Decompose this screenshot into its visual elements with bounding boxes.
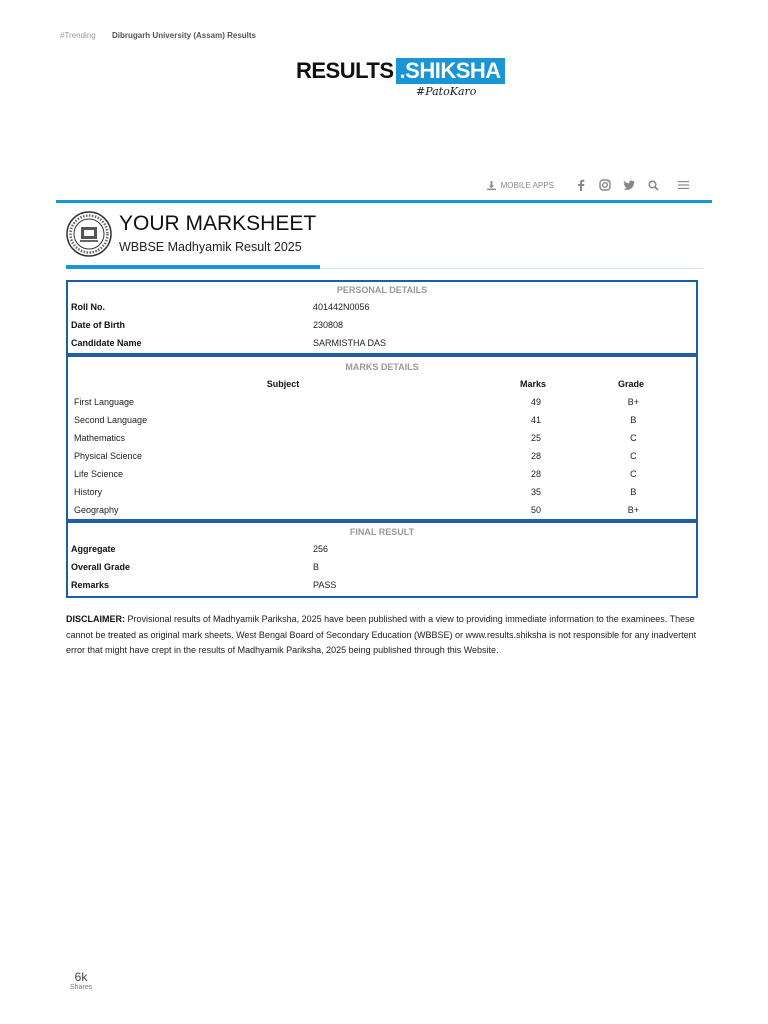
page-title: YOUR MARKSHEET: [119, 212, 317, 235]
marks-cell: 28: [531, 451, 542, 461]
subject-cell: Physical Science: [74, 451, 143, 461]
board-seal-logo: [66, 211, 112, 257]
twitter-icon[interactable]: [622, 178, 636, 192]
table-row: [68, 393, 696, 411]
marks-cell: 50: [531, 505, 542, 515]
table-row: [68, 447, 696, 465]
subject-cell: History: [74, 487, 103, 497]
disclaimer: [66, 612, 706, 659]
table-row: [68, 483, 696, 501]
result-label: Aggregate: [71, 544, 116, 554]
trending-link[interactable]: Dibrugarh University (Assam) Results: [111, 31, 257, 40]
disclaimer-label: DISCLAIMER:: [66, 614, 125, 624]
title-underline-accent: [66, 265, 320, 269]
result-row: [68, 558, 696, 576]
mobile-apps-label: MOBILE APPS: [500, 180, 554, 190]
grade-cell: C: [630, 469, 637, 479]
table-row: [68, 429, 696, 447]
detail-value: SARMISTHA DAS: [313, 338, 387, 348]
mobile-apps-link[interactable]: [485, 178, 554, 192]
table-row: [68, 501, 696, 519]
marks-cell: 35: [531, 487, 542, 497]
share-counter[interactable]: [62, 970, 100, 991]
detail-label: Roll No.: [71, 302, 105, 312]
marks-details-heading: MARKS DETAILS: [345, 362, 419, 372]
download-icon: [485, 178, 499, 192]
detail-label: Candidate Name: [71, 338, 142, 348]
marks-table-header: [68, 375, 696, 393]
logo-part-results: RESULTS: [296, 58, 394, 83]
marks-cell: 25: [531, 433, 542, 443]
detail-row: [68, 298, 696, 316]
column-header-subject: Subject: [266, 379, 300, 389]
column-header-grade: Grade: [617, 379, 644, 389]
grade-cell: B: [630, 487, 637, 497]
grade-cell: B: [630, 415, 637, 425]
grade-cell: C: [630, 451, 637, 461]
result-value: PASS: [313, 580, 337, 590]
detail-row: [68, 334, 696, 352]
menu-icon[interactable]: [676, 178, 690, 192]
logo-part-shiksha: .SHIKSHA: [396, 58, 505, 84]
result-label: Overall Grade: [71, 562, 131, 572]
instagram-icon[interactable]: [598, 178, 612, 192]
final-result-section: [66, 521, 698, 598]
subject-cell: First Language: [74, 397, 135, 407]
subject-cell: Life Science: [74, 469, 124, 479]
header-divider: [56, 200, 712, 203]
result-label: Remarks: [71, 580, 110, 590]
result-value: B: [313, 562, 320, 572]
detail-row: [68, 316, 696, 334]
subject-cell: Mathematics: [74, 433, 126, 443]
trending-bar: [60, 31, 256, 40]
marks-cell: 49: [531, 397, 542, 407]
page-subtitle: WBBSE Madhyamik Result 2025: [119, 240, 302, 254]
result-row: [68, 540, 696, 558]
personal-details-heading: PERSONAL DETAILS: [336, 285, 428, 295]
logo-tagline: #PatoKaro: [416, 85, 477, 98]
marks-cell: 28: [531, 469, 542, 479]
result-value: 256: [313, 544, 329, 554]
facebook-icon[interactable]: [574, 178, 588, 192]
disclaimer-text: Provisional results of Madhyamik Pariksha, 2025 have been published with a view to providing immediate information to the examinees. These cannot be treated as original mark sheets. West Bengal Board of Secondary Education (WBBSE) or www.results.shiksha is not responsible for any inadvertent error that might have crept in the results of Madhyamik Pariksha, 2025 being published through this Website.: [66, 614, 697, 655]
final-result-heading: FINAL RESULT: [349, 527, 415, 537]
result-row: [68, 576, 696, 594]
column-header-marks: Marks: [519, 379, 546, 389]
detail-value: 401442N0056: [313, 302, 370, 312]
subject-cell: Geography: [74, 505, 119, 515]
top-nav: [485, 178, 690, 192]
subject-cell: Second Language: [74, 415, 148, 425]
personal-details-section: [66, 280, 698, 355]
site-logo[interactable]: [296, 58, 505, 84]
grade-cell: B+: [627, 397, 640, 407]
detail-value: 230808: [313, 320, 344, 330]
share-label: Shares: [69, 984, 93, 991]
table-row: [68, 411, 696, 429]
trending-label: #Trending: [60, 31, 96, 40]
table-row: [68, 465, 696, 483]
grade-cell: C: [630, 433, 637, 443]
search-icon[interactable]: [646, 178, 660, 192]
marks-cell: 41: [531, 415, 542, 425]
marks-details-section: [66, 355, 698, 521]
share-count: 6k: [74, 970, 88, 984]
grade-cell: B+: [627, 505, 640, 515]
detail-label: Date of Birth: [71, 320, 125, 330]
